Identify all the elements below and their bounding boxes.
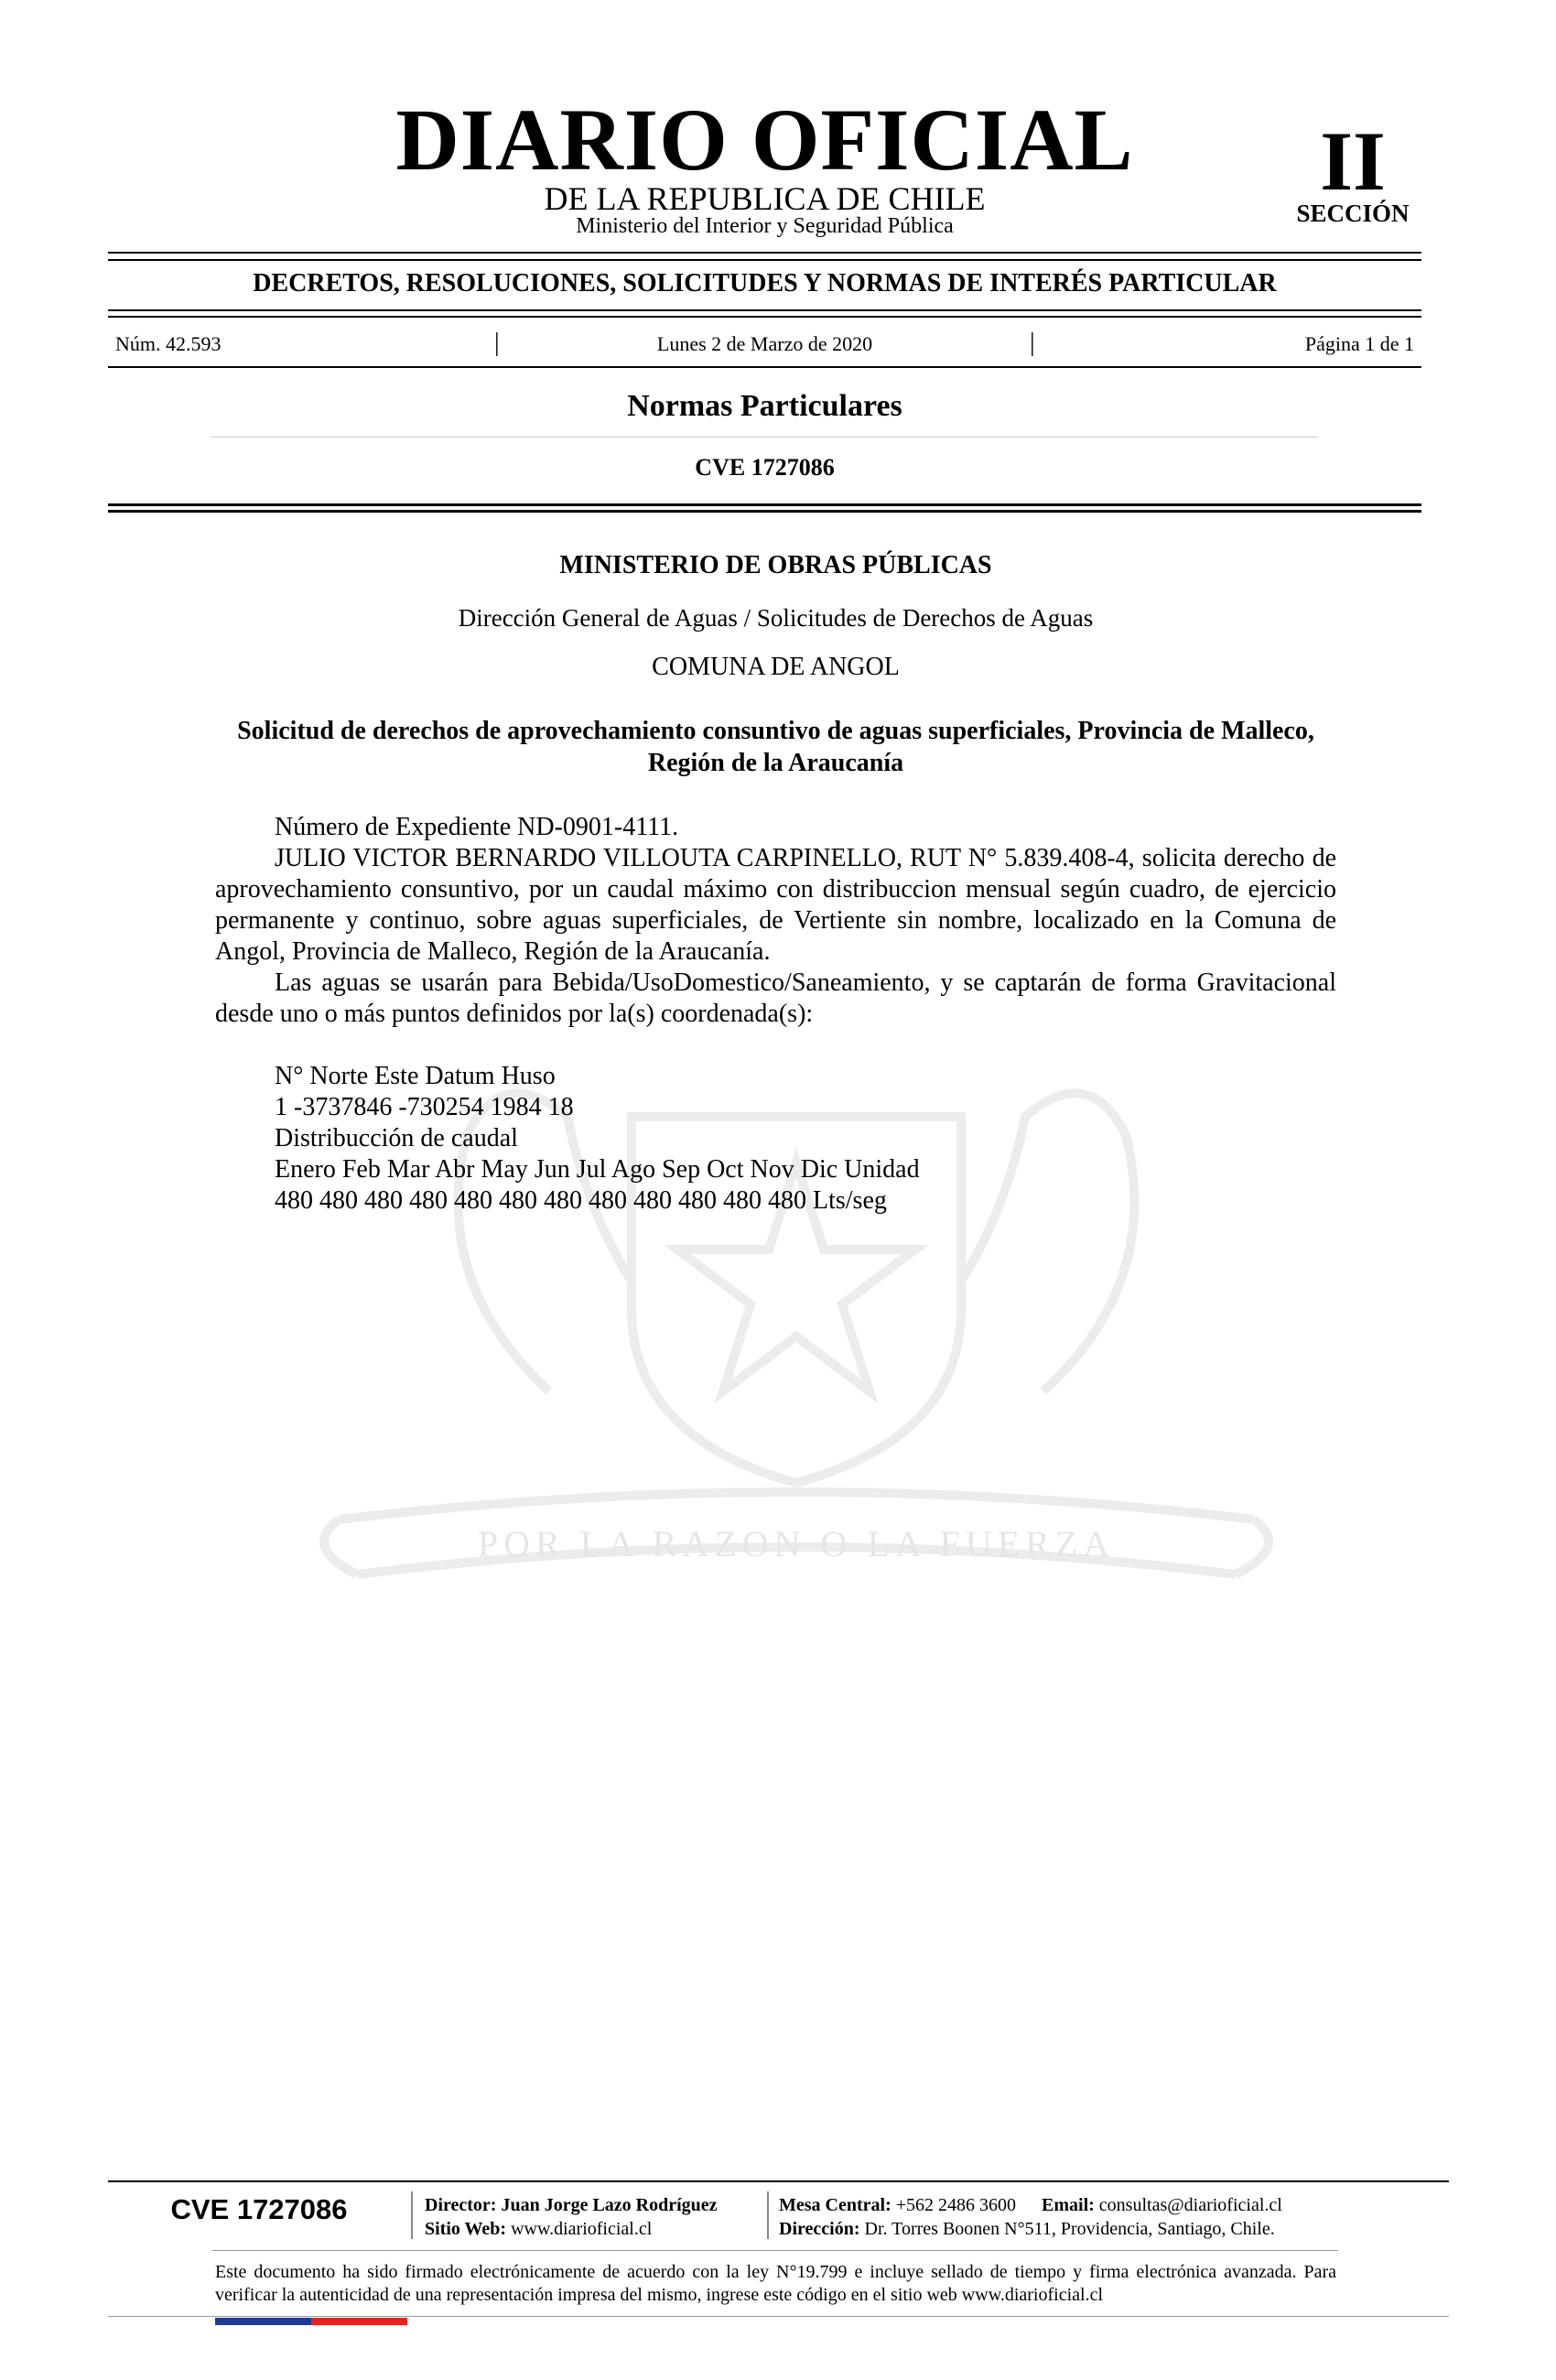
commune-line: COMUNA DE ANGOL xyxy=(652,653,900,681)
category-heading: DECRETOS, RESOLUCIONES, SOLICITUDES Y NORMAS DE INTERÉS PARTICULAR xyxy=(253,269,1277,298)
address-label: Dirección: xyxy=(779,2219,860,2239)
data-line: Enero Feb Mar Abr May Jun Jul Ago Sep Oct Nov Dic Unidad xyxy=(275,1155,920,1184)
request-title: Solicitud de derechos de aprovechamiento consuntivo de aguas superficiales, Provincia de Malleco, Región de la Araucanía xyxy=(237,717,1314,777)
footer-rule xyxy=(108,2180,1449,2182)
header-rule-top xyxy=(108,503,1421,506)
issue-number: Núm. 42.593 xyxy=(115,332,222,355)
watermark-motto: POR LA RAZON O LA FUERZA xyxy=(477,1523,1116,1564)
section-indicator xyxy=(1284,114,1421,227)
category-rule-top xyxy=(108,309,1421,311)
newspaper-subtitle: DE LA REPUBLICA DE CHILE xyxy=(544,180,986,217)
masthead-rule-top xyxy=(108,252,1421,254)
footer-contact-right xyxy=(779,2193,1282,2241)
meta-separator: | xyxy=(494,329,500,357)
page-indicator: Página 1 de 1 xyxy=(1304,332,1414,355)
paragraph: JULIO VICTOR BERNARDO VILLOUTA CARPINELLO, RUT N° 5.839.408-4, solicita derecho de aprovechamiento consuntivo, por un caudal máximo con distribuccion mensual según cuadro, de ejercicio permanente y continuo, sobre aguas superficiales, de Vertiente sin nombre, localizado en la Comuna de Angol, Provincia de Malleco, Región de la Araucanía. xyxy=(215,844,1336,966)
header-rule-bottom xyxy=(108,510,1421,513)
footer-separator xyxy=(767,2191,769,2239)
data-line: 480 480 480 480 480 480 480 480 480 480 480 480 Lts/seg xyxy=(275,1186,887,1215)
organization-heading: MINISTERIO DE OBRAS PÚBLICAS xyxy=(559,551,992,579)
section-number: II xyxy=(1320,114,1386,208)
data-line: 1 -3737846 -730254 1984 18 xyxy=(275,1093,574,1121)
department-line: Dirección General de Aguas / Solicitudes de Derechos de Aguas xyxy=(458,604,1094,632)
section-label: SECCIÓN xyxy=(1296,199,1410,227)
norms-divider xyxy=(211,437,1318,438)
footer-contact-left xyxy=(425,2193,718,2241)
body-paragraphs xyxy=(215,812,1336,1030)
issue-date: Lunes 2 de Marzo de 2020 xyxy=(656,332,873,355)
footer-bottom-rule xyxy=(108,2316,1449,2317)
address-value: Dr. Torres Boonen N°511, Providencia, Santiago, Chile. xyxy=(864,2219,1275,2239)
footer-divider xyxy=(212,2250,1338,2251)
data-line: N° Norte Este Datum Huso xyxy=(275,1062,556,1090)
norms-heading: Normas Particulares xyxy=(627,389,902,423)
phone-value: +562 2486 3600 xyxy=(895,2195,1017,2215)
director-name: Juan Jorge Lazo Rodríguez xyxy=(501,2195,718,2215)
masthead-rule-bottom xyxy=(108,259,1421,261)
newspaper-title: DIARIO OFICIAL xyxy=(395,91,1134,189)
email-label: Email: xyxy=(1042,2195,1095,2215)
cve-code: CVE 1727086 xyxy=(695,454,835,481)
data-block xyxy=(215,1061,1336,1217)
meta-rule xyxy=(108,366,1421,368)
paragraph: Número de Expediente ND-0901-4111. xyxy=(275,813,679,841)
document-body xyxy=(215,553,1336,1217)
masthead xyxy=(108,87,1421,247)
footer-cve-code: CVE 1727086 xyxy=(170,2193,348,2225)
ministry-line: Ministerio del Interior y Seguridad Pública xyxy=(576,214,954,238)
director-label: Director: xyxy=(425,2195,497,2215)
data-line: Distribucción de caudal xyxy=(275,1124,518,1152)
flag-stripe-blue xyxy=(215,2318,311,2325)
flag-stripe-red xyxy=(311,2318,407,2325)
website-label: Sitio Web: xyxy=(425,2219,507,2239)
footer-separator xyxy=(411,2191,413,2239)
meta-separator: | xyxy=(1030,329,1035,357)
phone-label: Mesa Central: xyxy=(779,2195,891,2215)
paragraph: Las aguas se usarán para Bebida/UsoDomestico/Saneamiento, y se captarán de forma Gravitacional desde uno o más puntos definidos por la(s) coordenada(s): xyxy=(215,968,1336,1028)
website-link[interactable]: www.diarioficial.cl xyxy=(511,2219,653,2239)
signature-note: Este documento ha sido firmado electrónicamente de acuerdo con la ley N°19.799 e incluye sellado de tiempo y firma electrónica avanzada. Para verificar la autenticidad de una representación impresa del mismo, ingrese este código en el sitio web www.diarioficial.cl xyxy=(215,2262,1336,2305)
email-link[interactable]: consultas@diarioficial.cl xyxy=(1098,2195,1282,2215)
category-rule-bottom xyxy=(108,316,1421,318)
